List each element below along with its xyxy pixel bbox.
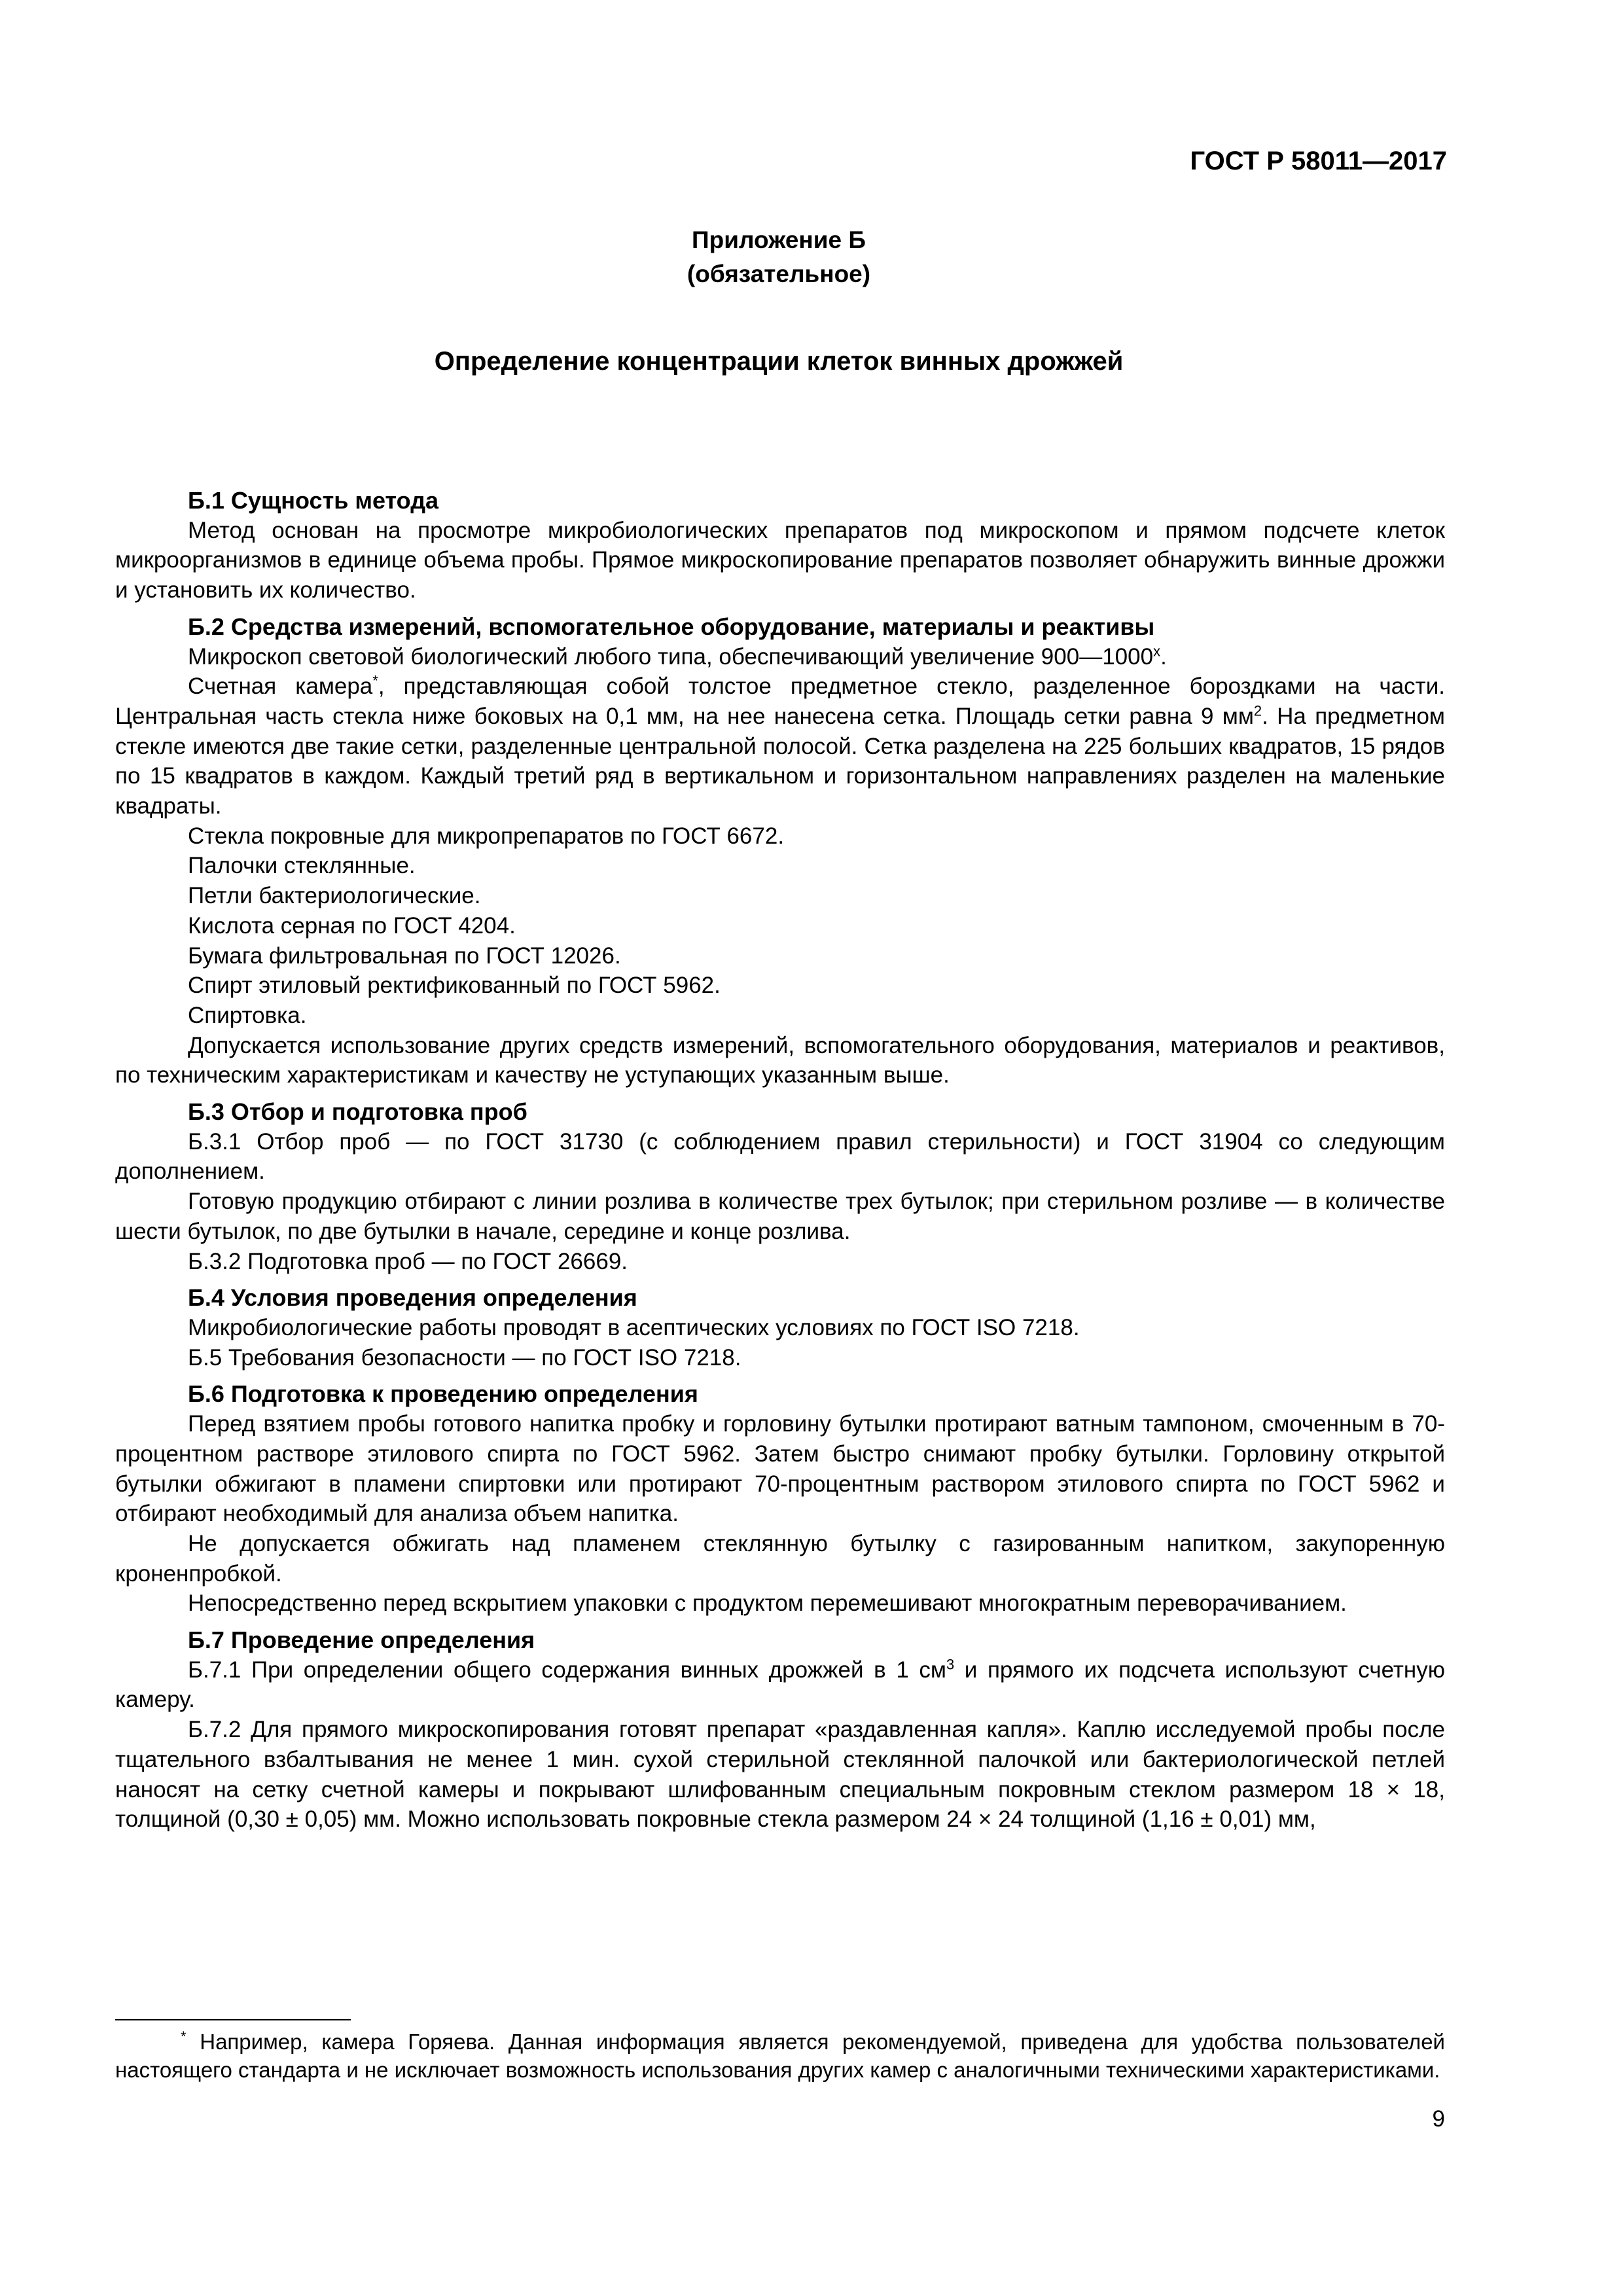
paragraph: Микробиологические работы проводят в асептических условиях по ГОСТ ISO 7218. <box>188 1314 1080 1340</box>
document-code: ГОСТ Р 58011—2017 <box>1190 147 1447 175</box>
paragraph: Перед взятием пробы готового напитка пробку и горловину бутылки протирают ватным тампоном, смоченным в 70-процентном растворе этилового спирта по ГОСТ 5962. Затем быстро снимают пробку бутылки. Горловину открытой бутылки обжигают в пламени спиртовки или протирают 70-процентным раствором этилового спирта по ГОСТ 5962 и отбирают необходимый для анализа объем напитка. <box>115 1411 1445 1527</box>
paragraph: Б.3.1 Отбор проб — по ГОСТ 31730 (с соблюдением правил стерильности) и ГОСТ 31904 со следующим дополнением. <box>115 1128 1445 1185</box>
list-item: Бумага фильтровальная по ГОСТ 12026. <box>188 942 621 969</box>
annex-status: (обязательное) <box>687 260 871 287</box>
footnote-text <box>115 2028 1445 2084</box>
paragraph-text: Счетная камера <box>188 673 373 700</box>
paragraph-text: . <box>1160 643 1167 670</box>
footnote-divider <box>115 2019 351 2020</box>
section-heading-b3: Б.3 Отбор и подготовка проб <box>188 1098 527 1126</box>
document-body <box>115 486 1445 1835</box>
paragraph: Б.7.2 Для прямого микроскопирования готовят препарат «раздавленная капля». Каплю исследуемой пробы после тщательного взбалтывания не менее 1 мин. сухой стерильной стеклянной палочкой или бактериологической петлей наносят на сетку счетной камеры и покрывают шлифованным специальным покровным стеклом размером 18 × 18, толщиной (0,30 ± 0,05) мм. Можно использовать покровные стекла размером 24 × 24 толщиной (1,16 ± 0,01) мм, <box>115 1717 1445 1833</box>
paragraph-text: . На предметном стекле имеются две такие сетки, разделенные центральной полосой. Сетка разделена на 225 больших квадратов, 15 рядов по 15 квадратов в каждом. Каждый третий ряд в вертикальном и горизонтальном направлениях разделен на маленькие квадраты. <box>115 703 1445 819</box>
footnote-marker: * <box>372 672 378 689</box>
paragraph: Допускается использование других средств измерений, вспомогательного оборудования, материалов и реактивов, по техническим характеристикам и качеству не уступающих указанным выше. <box>115 1032 1445 1088</box>
superscript: 2 <box>1253 702 1262 719</box>
paragraph-text: Микроскоп световой биологический любого типа, обеспечивающий увеличение 900—1000 <box>188 643 1154 670</box>
superscript: 3 <box>946 1656 955 1673</box>
paragraph-text: , представляющая собой толстое предметное стекло, разделенное бороздками на части. Центральная часть стекла ниже боковых на 0,1 мм, на нее нанесена сетка. Площадь сетки равна 9 мм <box>115 673 1445 729</box>
annex-title: Приложение Б <box>692 226 866 253</box>
list-item: Спирт этиловый ректификованный по ГОСТ 5962. <box>188 973 721 999</box>
section-heading-b7: Б.7 Проведение определения <box>188 1626 535 1654</box>
paragraph: Готовую продукцию отбирают с линии розлива в количестве трех бутылок; при стерильном розливе — в количестве шести бутылок, по две бутылки в начале, середине и конце розлива. <box>115 1189 1445 1244</box>
list-item: Спиртовка. <box>188 1002 307 1028</box>
paragraph-text: и прямого их подсчета используют счетную камеру. <box>115 1657 1445 1713</box>
section-heading-b6: Б.6 Подготовка к проведению определения <box>188 1380 698 1408</box>
section-heading-b1: Б.1 Сущность метода <box>188 487 439 514</box>
annex-heading: Определение концентрации клеток винных дрожжей <box>434 347 1124 376</box>
list-item: Петли бактериологические. <box>188 883 481 909</box>
page-number: 9 <box>1432 2106 1445 2132</box>
section-heading-b4: Б.4 Условия проведения определения <box>188 1284 637 1312</box>
paragraph: Непосредственно перед вскрытием упаковки с продуктом перемешивают многократным переворачиванием. <box>188 1590 1347 1617</box>
paragraph: Метод основан на просмотре микробиологических препаратов под микроскопом и прямом подсчете клеток микроорганизмов в единице объема пробы. Прямое микроскопирование препаратов позволяет обнаружить винные дрожжи и установить их количество. <box>115 517 1445 603</box>
paragraph <box>115 642 1445 672</box>
section-heading-b2: Б.2 Средства измерений, вспомогательное оборудование, материалы и реактивы <box>188 613 1155 640</box>
list-item: Палочки стеклянные. <box>188 853 416 879</box>
list-item: Стекла покровные для микропрепаратов по ГОСТ 6672. <box>188 823 785 849</box>
footnote-marker: * <box>181 2028 187 2045</box>
paragraph-text: Б.7.1 При определении общего содержания винных дрожжей в 1 см <box>188 1657 946 1683</box>
superscript: х <box>1153 642 1161 659</box>
paragraph: Б.5 Требования безопасности — по ГОСТ ISO 7218. <box>188 1344 741 1371</box>
list-item: Кислота серная по ГОСТ 4204. <box>188 912 516 939</box>
footnote <box>115 2028 1445 2084</box>
paragraph: Б.3.2 Подготовка проб — по ГОСТ 26669. <box>188 1248 628 1274</box>
footnote-body: Например, камера Горяева. Данная информация является рекомендуемой, приведена для удобства пользователей настоящего стандарта и не исключает возможность использования других камер с аналогичными техническими характеристиками. <box>115 2030 1445 2082</box>
paragraph: Не допускается обжигать над пламенем стеклянную бутылку с газированным напитком, закупоренную кроненпробкой. <box>115 1530 1445 1587</box>
paragraph <box>115 672 1445 821</box>
paragraph <box>115 1655 1445 1715</box>
